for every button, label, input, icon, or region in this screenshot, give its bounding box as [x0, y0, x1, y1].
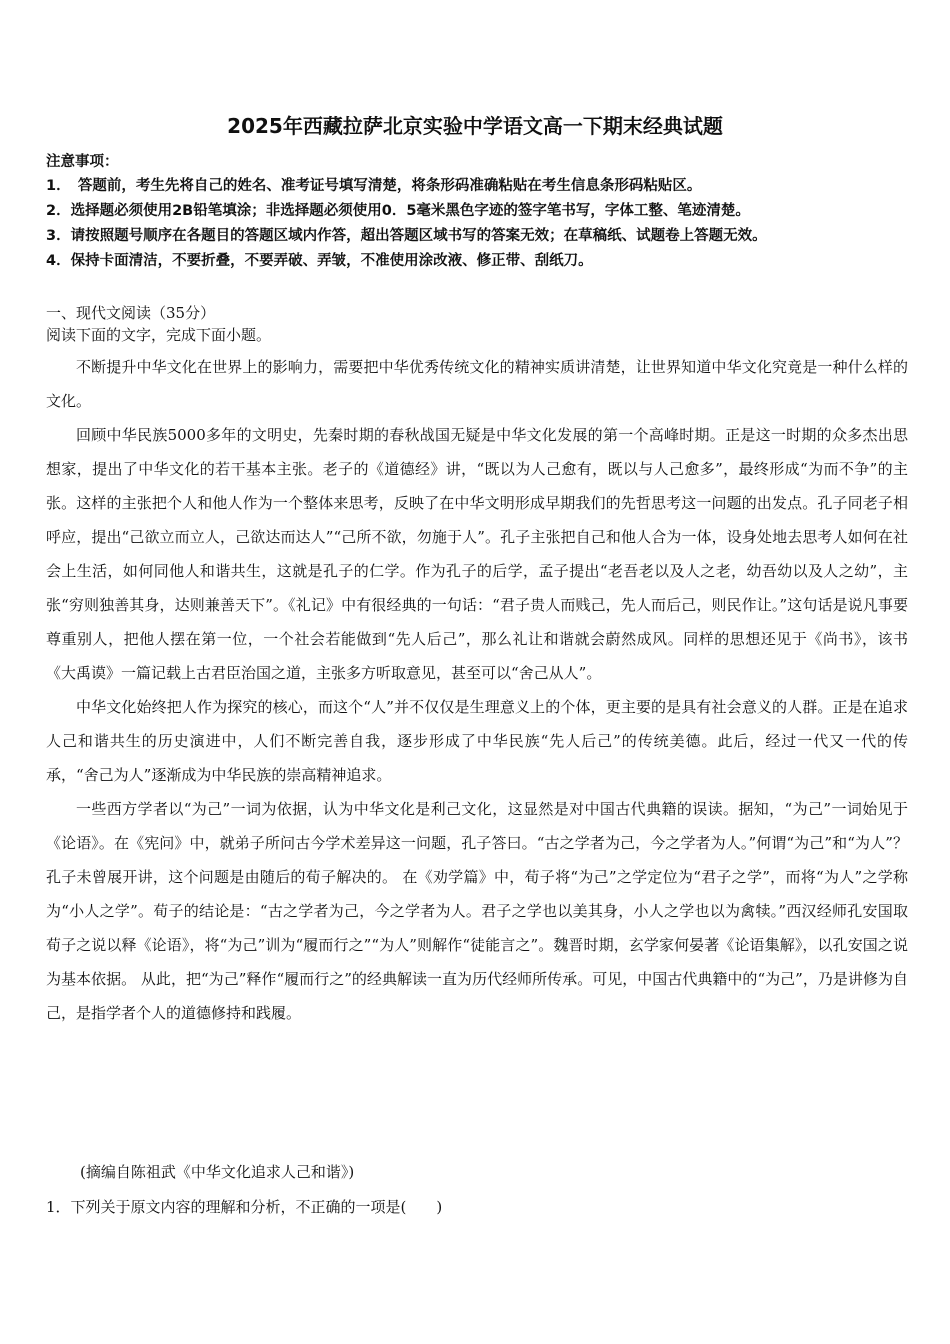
- section-heading: 一、现代文阅读（35分）: [46, 304, 216, 322]
- section-instruction: 阅读下面的文字，完成下面小题。: [46, 326, 272, 344]
- note-item: 4．保持卡面清洁，不要折叠，不要弄破、弄皱，不准使用涂改液、修正带、刮纸刀。: [46, 253, 593, 269]
- passage-paragraph: 一些西方学者以“为己”一词为依据，认为中华文化是利己文化，这显然是对中国古代典籍的误读。据知，“为己”一词始见于《论语》。在《宪问》中，就弟子所问古今学术差异这一问题，孔子答曰。“古之学者为己，今之学者为人。”何谓“为己”和“为人”？孔子未曾展开讲，这个问题是由随后的荀子解决的。 在《劝学篇》中，荀子将“为己”之学定位为“君子之学”，而将“为人”之学称为“小人之学”。荀子的结论是：“古之学者为己，今之学者为人。君子之学也以美其身，小人之学也以为禽犊。”西汉经师孔安国取荀子之说以释《论语》，将“为己”训为“履而行之”“为人”则解作“徒能言之”。魏晋时期，玄学家何晏著《论语集解》，以孔安国之说为基本依据。 从此，把“为己”释作“履而行之”的经典解读一直为历代经师所传承。可见，中国古代典籍中的“为己”，乃是讲修为自己，是指学者个人的道德修持和践履。: [46, 800, 908, 1022]
- passage-paragraph: 不断提升中华文化在世界上的影响力，需要把中华优秀传统文化的精神实质讲清楚，让世界知道中华文化究竟是一种什么样的文化。: [46, 358, 908, 410]
- note-item: 1． 答题前，考生先将自己的姓名、准考证号填写清楚，将条形码准确粘贴在考生信息条形码粘贴区。: [46, 178, 702, 194]
- passage-source: (摘编自陈祖武《中华文化追求人己和谐》): [80, 1163, 355, 1181]
- reading-passage: [46, 350, 908, 1030]
- notes-heading: 注意事项：: [46, 154, 119, 170]
- question-1: 1．下列关于原文内容的理解和分析，不正确的一项是( ): [46, 1198, 443, 1216]
- notes-block: [46, 150, 916, 274]
- note-item: 3．请按照题号顺序在各题目的答题区域内作答，超出答题区域书写的答案无效；在草稿纸、试题卷上答题无效。: [46, 228, 767, 244]
- page-title: 2025年西藏拉萨北京实验中学语文高一下期末经典试题: [227, 114, 723, 138]
- note-item: 2．选择题必须使用2B铅笔填涂；非选择题必须使用0．5毫米黑色字迹的签字笔书写，字体工整、笔迹清楚。: [46, 203, 750, 219]
- passage-paragraph: 回顾中华民族5000多年的文明史，先秦时期的春秋战国无疑是中华文化发展的第一个高峰时期。正是这一时期的众多杰出思想家，提出了中华文化的若干基本主张。老子的《道德经》讲，“既以为人己愈有，既以与人己愈多”，最终形成“为而不争”的主张。这样的主张把个人和他人作为一个整体来思考，反映了在中华文明形成早期我们的先哲思考这一问题的出发点。孔子同老子相呼应，提出“己欲立而立人，己欲达而达人”“己所不欲，勿施于人”。孔子主张把自己和他人合为一体，设身处地去思考人如何在社会上生活，如何同他人和谐共生，这就是孔子的仁学。作为孔子的后学，孟子提出“老吾老以及人之老，幼吾幼以及人之幼”，主张“穷则独善其身，达则兼善天下”。《礼记》中有很经典的一句话：“君子贵人而贱己，先人而后己，则民作让。”这句话是说凡事要尊重别人，把他人摆在第一位，一个社会若能做到“先人后己”，那么礼让和谐就会蔚然成风。同样的思想还见于《尚书》，该书《大禹谟》一篇记载上古君臣治国之道，主张多方听取意见，甚至可以“舍己从人”。: [46, 426, 908, 682]
- passage-paragraph: 中华文化始终把人作为探究的核心，而这个“人”并不仅仅是生理意义上的个体，更主要的是具有社会意义的人群。正是在追求人己和谐共生的历史演进中，人们不断完善自我，逐步形成了中华民族“先人后己”的传统美德。此后，经过一代又一代的传承，“舍己为人”逐渐成为中华民族的崇高精神追求。: [46, 698, 908, 784]
